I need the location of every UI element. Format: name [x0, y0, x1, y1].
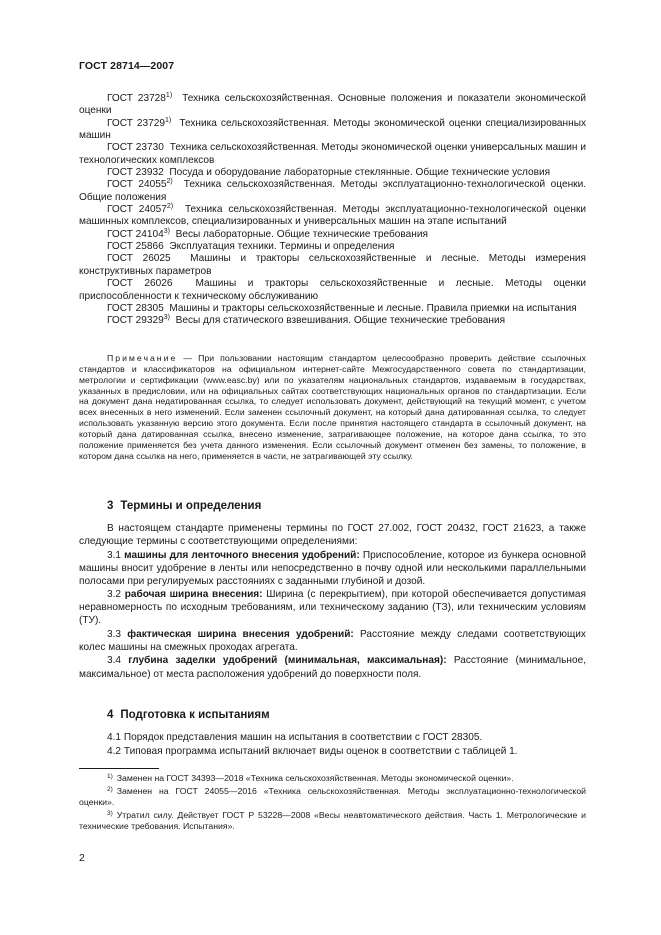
reference-entry: ГОСТ 23730 Техника сельскохозяйственная. Методы экономической оценки универсальных машин и технологических комплексов: [79, 142, 587, 166]
reference-entry: ГОСТ 26026 Машины и тракторы сельскохозяйственные и лесные. Методы оценки приспособленности к техническому обслуживанию: [79, 278, 586, 302]
reference-entry: ГОСТ 25866 Эксплуатация техники. Термины и определения: [107, 241, 395, 253]
footnote: $^{1)}$ Заменен на ГОСТ 34393—2018 «Техника сельскохозяйственная. Методы экономической оценки».: [107, 773, 514, 783]
reference-entry: ГОСТ 28305 Машины и тракторы сельскохозяйственные и лесные. Правила приемки на испытания: [107, 302, 577, 314]
reference-entry: ГОСТ 24057$^{2)}$ Техника сельскохозяйственная. Методы эксплуатационно-технологической оценки машинных комплексов, специализированных и универсальных машин на этапе испытаний: [79, 203, 587, 228]
term-name: рабочая ширина внесения:: [124, 589, 263, 601]
note-paragraph: [79, 353, 586, 461]
reference-entry: ГОСТ 23729$^{1)}$ Техника сельскохозяйственная. Методы экономической оценки специализированных машин: [79, 116, 587, 142]
term-definition: 3.4 глубина заделки удобрений (минимальная, максимальная): Расстояние (минимальное, максимальное) от места расположения удобрений до поверхности поля.: [79, 655, 587, 680]
clause: 4.1 Порядок представления машин на испытания в соответствии с ГОСТ 28305.: [107, 732, 483, 743]
reference-entry: ГОСТ 24055$^{2)}$ Техника сельскохозяйственная. Методы эксплуатационно-технологической оценки. Общие положения: [79, 178, 587, 203]
reference-entry: ГОСТ 23932 Посуда и оборудование лабораторные стеклянные. Общие технические условия: [107, 167, 551, 179]
reference-entry: ГОСТ 26025 Машины и тракторы сельскохозяйственные и лесные. Методы измерения конструктивных параметров: [79, 253, 587, 277]
page-number: 2: [79, 852, 85, 864]
clause: 4.2 Типовая программа испытаний включает виды оценок в соответствии с таблицей 1.: [107, 745, 518, 757]
section-3-body: [79, 522, 586, 681]
section-4-heading: 4 Подготовка к испытаниям: [107, 709, 270, 721]
note-text: — При пользовании настоящим стандартом целесообразно проверить действие ссылочных стандартов и классификаторов на официальном интернет-сайте Межгосударственного совета по стандартизации, метрологии и сертификации (www.easc.by) или по указателям национальных стандартов, издаваемым в государствах, указанных в предисловии, или на официальных сайтах соответствующих национальных органов по стандартизации. Если на документ дана недатированная ссылка, то следует использовать документ, действующий на текущий момент, с учетом всех внесенных в него изменений. Если заменен ссылочный документ, на который дана датированная ссылка, то следует использовать указанную версию этого документа. Если после принятия настоящего стандарта в ссылочный документ, на который дана датированная ссылка, внесено изменение, затрагивающее положение, на которое дана ссылка, то это положение применяется без учета данного изменения. Если ссылочный документ отменен без замены, то положение, в котором дана ссылка на него, применяется в части, не затрагивающей эту ссылку.: [79, 353, 586, 461]
references-list: [79, 93, 586, 328]
term-definition: 3.3 фактическая ширина внесения удобрений: Расстояние между следами соответствующих колес машины на смежных проходах агрегата.: [79, 628, 586, 653]
term-name: машины для ленточного внесения удобрений:: [124, 549, 360, 561]
footnotes: [79, 773, 586, 835]
term-name: фактическая ширина внесения удобрений:: [127, 628, 354, 640]
section-3-intro: В настоящем стандарте применены термины по ГОСТ 27.002, ГОСТ 20432, ГОСТ 21623, а также следующие термины с соответствующими определениями:: [79, 523, 586, 548]
footnote: $^{3)}$ Утратил силу. Действует ГОСТ Р 53228—2008 «Весы неавтоматического действия. Часть 1. Метрологические и технические требования. Испытания».: [79, 810, 586, 832]
footnote: $^{2)}$ Заменен на ГОСТ 24055—2016 «Техника сельскохозяйственная. Методы эксплуатационно-технологической оценки».: [79, 786, 586, 808]
page-header-doc-code: ГОСТ 28714—2007: [79, 60, 175, 72]
section-4-body: [79, 731, 586, 758]
reference-entry: ГОСТ 23728$^{1)}$ Техника сельскохозяйственная. Основные положения и показатели экономической оценки: [79, 92, 586, 117]
reference-entry: ГОСТ 29329$^{3)}$ Весы для статического взвешивания. Общие технические требования: [107, 314, 506, 327]
footnote-divider: [79, 768, 159, 769]
term-definition: 3.2 рабочая ширина внесения: Ширина (с перекрытием), при которой обеспечивается допустимая неравномерность по исходным требованиям, или техническому заданию (ТЗ), или техническим условиям (ТУ).: [79, 589, 586, 627]
section-3-heading: 3 Термины и определения: [107, 500, 262, 512]
term-name: глубина заделки удобрений (минимальная, максимальная):: [128, 655, 447, 667]
reference-entry: ГОСТ 24104$^{3)}$ Весы лабораторные. Общие технические требования: [107, 227, 428, 240]
term-definition: 3.1 машины для ленточного внесения удобрений: Приспособление, которое из бункера основной машины вносит удобрение в ленты или непосредственно в почву одной или несколькими параллельными полосами при регулируемых расстояниях с заданными глубиной и дозой.: [79, 549, 586, 587]
note-label: Примечание: [107, 353, 178, 363]
